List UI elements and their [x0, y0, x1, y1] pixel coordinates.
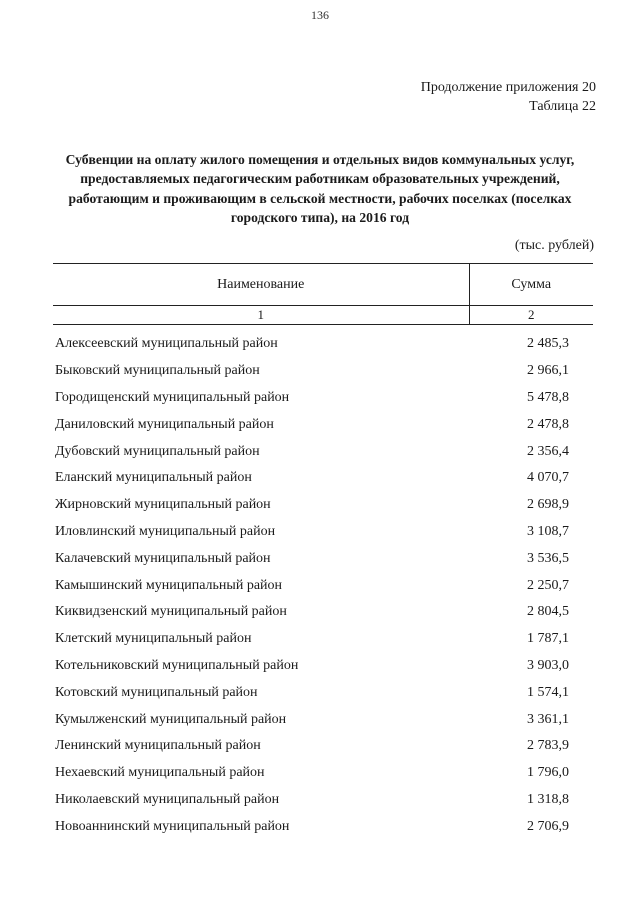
district-sum: 1 318,8	[527, 791, 569, 807]
district-sum: 2 804,5	[527, 604, 569, 620]
district-sum: 5 478,8	[527, 389, 569, 405]
district-name: Дубовский муниципальный район	[55, 443, 260, 459]
appendix-note	[421, 78, 596, 116]
table-row	[53, 492, 593, 519]
document-title: Субвенции на оплату жилого помещения и отдельных видов коммунальных услуг, предоставляемых педагогическим работникам образовательных учреждений, работающим и проживающим в сельской местности, рабочих поселках (поселках городского типа), на 2016 год	[65, 152, 575, 226]
district-name: Жирновский муниципальный район	[55, 497, 271, 513]
table-reference: Таблица 22	[529, 99, 596, 114]
column-number-sum: 2	[469, 306, 593, 325]
table-row	[53, 385, 593, 412]
table-row	[53, 626, 593, 653]
table-row	[53, 679, 593, 706]
table-row	[53, 358, 593, 385]
district-name: Котовский муниципальный район	[55, 684, 258, 700]
table-row	[53, 438, 593, 465]
district-sum: 1 787,1	[527, 631, 569, 647]
table-row	[53, 465, 593, 492]
district-sum: 2 478,8	[527, 416, 569, 432]
column-number-name: 1	[53, 306, 469, 325]
district-sum: 3 108,7	[527, 523, 569, 539]
district-name: Алексеевский муниципальный район	[55, 336, 278, 352]
page-number: 136	[311, 8, 329, 22]
header-name: Наименование	[53, 264, 469, 306]
header-sum: Сумма	[469, 264, 593, 306]
table-row	[53, 760, 593, 787]
district-sum: 2 783,9	[527, 738, 569, 754]
appendix-continuation: Продолжение приложения 20	[420, 80, 596, 95]
table-row	[53, 653, 593, 680]
table-row	[53, 813, 593, 840]
table-row	[53, 572, 593, 599]
table-row	[53, 411, 593, 438]
district-name: Котельниковский муниципальный район	[55, 657, 299, 673]
table-row	[53, 787, 593, 814]
district-name: Камышинский муниципальный район	[55, 577, 283, 593]
district-name: Ленинский муниципальный район	[55, 738, 261, 754]
district-name: Быковский муниципальный район	[55, 363, 260, 379]
district-name: Калачевский муниципальный район	[55, 550, 271, 566]
table-row	[53, 519, 593, 546]
district-sum: 1 574,1	[527, 684, 569, 700]
district-name: Новоаннинский муниципальный район	[55, 818, 290, 834]
district-sum: 2 698,9	[527, 497, 569, 513]
district-name: Городищенский муниципальный район	[55, 389, 290, 405]
district-sum: 2 485,3	[527, 336, 569, 352]
district-sum: 2 356,4	[527, 443, 569, 459]
district-name: Николаевский муниципальный район	[55, 791, 280, 807]
district-name: Кумылженский муниципальный район	[55, 711, 287, 727]
table-body	[53, 325, 593, 841]
subsidy-table	[53, 263, 593, 840]
district-name: Иловлинский муниципальный район	[55, 523, 276, 539]
table-row	[53, 545, 593, 572]
district-sum: 2 250,7	[527, 577, 569, 593]
table-row	[53, 706, 593, 733]
district-sum: 3 361,1	[527, 711, 569, 727]
units-label: (тыс. рублей)	[514, 238, 594, 253]
table-row	[53, 325, 593, 358]
district-name: Клетский муниципальный район	[55, 631, 252, 647]
district-name: Еланский муниципальный район	[55, 470, 252, 486]
district-sum: 3 903,0	[527, 657, 569, 673]
table-header-row	[53, 264, 593, 306]
district-sum: 3 536,5	[527, 550, 569, 566]
district-sum: 2 706,9	[527, 818, 569, 834]
subsidy-table-container	[53, 263, 593, 840]
column-number-row	[53, 306, 593, 325]
table-row	[53, 599, 593, 626]
table-row	[53, 733, 593, 760]
district-sum: 4 070,7	[527, 470, 569, 486]
district-sum: 1 796,0	[527, 765, 569, 781]
district-name: Даниловский муниципальный район	[55, 416, 274, 432]
district-sum: 2 966,1	[527, 363, 569, 379]
district-name: Нехаевский муниципальный район	[55, 765, 265, 781]
district-name: Киквидзенский муниципальный район	[55, 604, 287, 620]
